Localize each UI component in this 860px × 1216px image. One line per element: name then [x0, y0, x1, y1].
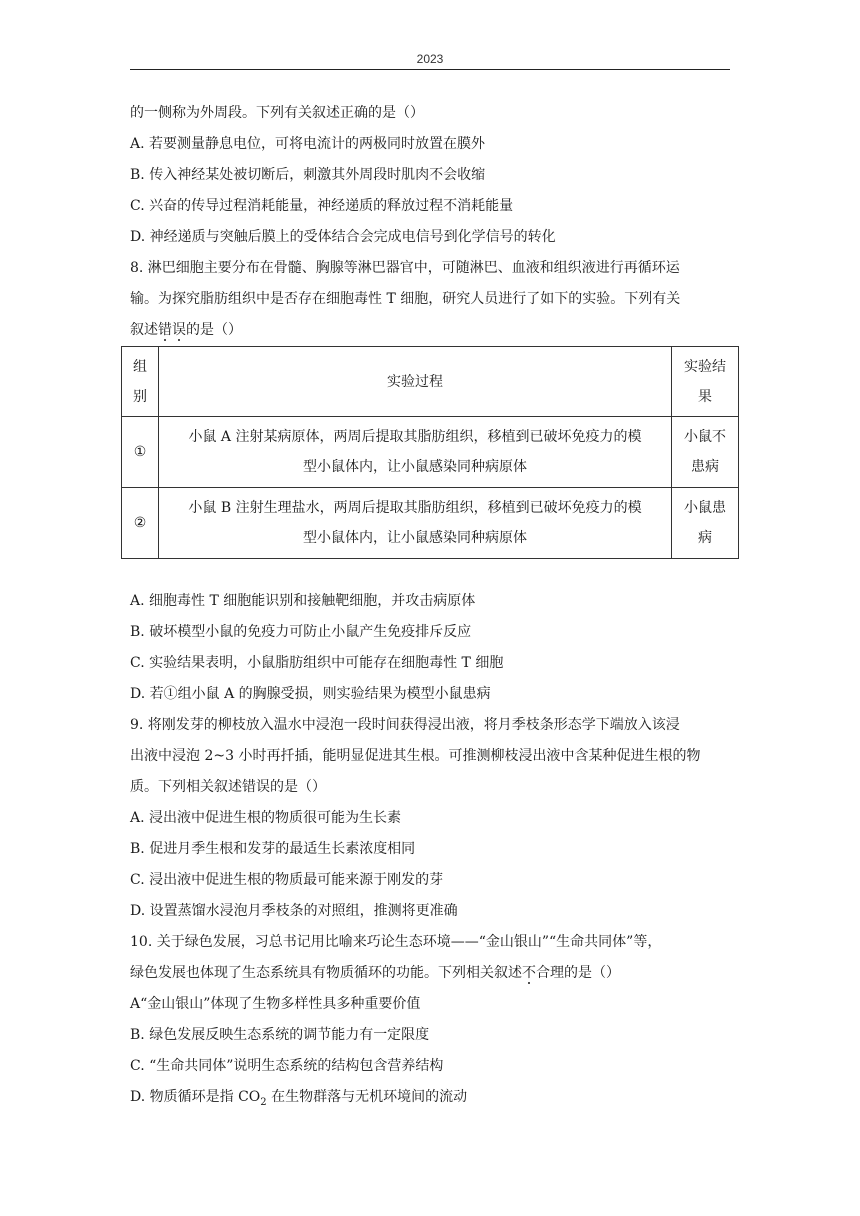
option-d: D. 设置蒸馏水浸泡月季枝条的对照组，推测将更准确 — [130, 903, 458, 919]
option-c: C. 浸出液中促进生根的物质最可能来源于刚发的芽 — [130, 872, 444, 888]
option-d: D. 若①组小鼠 A 的胸腺受损，则实验结果为模型小鼠患病 — [130, 686, 491, 702]
experiment-table — [121, 346, 739, 559]
question-9-text: 9. 将刚发芽的柳枝放入温水中浸泡一段时间获得浸出液，将月季枝条形态学下端放入该浸 — [130, 717, 680, 733]
option-c: C. “生命共同体”说明生态系统的结构包含营养结构 — [130, 1058, 444, 1074]
question-10-text: 10. 关于绿色发展，习总书记用比喻来巧论生态环境——“金山银山”“生命共同体”等， — [130, 934, 662, 950]
option-a: A. 细胞毒性 T 细胞能识别和接触靶细胞，并攻击病原体 — [130, 593, 476, 609]
text-span: 绿色发展也体现了生态系统具有物质循环的功能。下列相关叙述 — [130, 965, 522, 981]
question-8-text: 输。为探究脂肪组织中是否存在细胞毒性 T 细胞，研究人员进行了如下的实验。下列有关 — [130, 291, 681, 307]
option-d — [130, 1082, 740, 1113]
subscript: 2 — [260, 1096, 267, 1108]
cell-text: 小鼠 A 注射某病原体，两周后提取其脂肪组织，移植到已破坏免疫力的模 — [188, 429, 642, 445]
option-a: A. 若要测量静息电位，可将电流计的两极同时放置在膜外 — [130, 136, 486, 152]
group-cell: ① — [122, 417, 159, 488]
header-group — [122, 347, 159, 417]
question-8-text — [130, 315, 740, 346]
cell-text: 别 — [133, 388, 147, 405]
table-row — [122, 417, 739, 488]
page-header: 2023 — [416, 52, 444, 66]
option-c: C. 兴奋的传导过程消耗能量，神经递质的释放过程不消耗能量 — [130, 198, 514, 214]
option-b: B. 破坏模型小鼠的免疫力可防止小鼠产生免疫排斥反应 — [130, 624, 472, 640]
option-b: B. 传入神经某处被切断后，刺激其外周段时肌肉不会收缩 — [130, 167, 486, 183]
cell-text: 型小鼠体内，让小鼠感染同种病原体 — [303, 459, 527, 475]
result-cell — [672, 488, 739, 559]
emphasis-char: 错 — [158, 322, 172, 338]
option-a: A“金山银山”体现了生物多样性具多种重要价值 — [130, 996, 421, 1012]
document-body — [130, 98, 740, 346]
cell-text: 小鼠不 — [684, 429, 726, 445]
text-span: 的是（） — [186, 322, 242, 338]
cell-text: 型小鼠体内，让小鼠感染同种病原体 — [303, 530, 527, 546]
text-line: 的一侧称为外周段。下列有关叙述正确的是（） — [130, 105, 424, 121]
table-header-row — [122, 347, 739, 417]
cell-text: 病 — [698, 530, 712, 546]
header-process: 实验过程 — [159, 347, 672, 417]
option-c: C. 实验结果表明，小鼠脂肪组织中可能存在细胞毒性 T 细胞 — [130, 655, 504, 671]
cell-text: 患病 — [691, 459, 719, 475]
question-8-text: 8. 淋巴细胞主要分布在骨髓、胸腺等淋巴器官中，可随淋巴、血液和组织液进行再循环运 — [130, 260, 680, 276]
cell-text: 小鼠患 — [684, 500, 726, 516]
cell-text: 小鼠 B 注射生理盐水，两周后提取其脂肪组织，移植到已破坏免疫力的模 — [188, 500, 642, 516]
cell-text: 实验结 — [684, 358, 726, 375]
text-span: 合理的是（） — [536, 965, 620, 981]
emphasis-char: 误 — [172, 322, 186, 338]
document-body-continued — [130, 586, 740, 1113]
option-a: A. 浸出液中促进生根的物质很可能为生长素 — [130, 810, 402, 826]
option-b: B. 促进月季生根和发芽的最适生长素浓度相同 — [130, 841, 416, 857]
process-cell — [159, 488, 672, 559]
result-cell — [672, 417, 739, 488]
process-cell — [159, 417, 672, 488]
option-d: D. 神经递质与突触后膜上的受体结合会完成电信号到化学信号的转化 — [130, 229, 556, 245]
question-9-text: 质。下列相关叙述错误的是（） — [130, 779, 326, 795]
emphasis-char: 不 — [522, 965, 536, 981]
text-span: 叙述 — [130, 322, 158, 338]
option-b: B. 绿色发展反映生态系统的调节能力有一定限度 — [130, 1027, 430, 1043]
table-row — [122, 488, 739, 559]
question-10-text — [130, 958, 740, 989]
question-9-text: 出液中浸泡 2~3 小时再扦插，能明显促进其生根。可推测柳枝浸出液中含某种促进生根的物 — [130, 748, 701, 764]
header-result — [672, 347, 739, 417]
text-span: 在生物群落与无机环境间的流动 — [266, 1089, 468, 1105]
cell-text: 果 — [698, 388, 712, 405]
cell-text: 组 — [133, 358, 147, 375]
text-span: D. 物质循环是指 CO — [130, 1089, 261, 1105]
header-divider — [130, 69, 730, 70]
group-cell: ② — [122, 488, 159, 559]
